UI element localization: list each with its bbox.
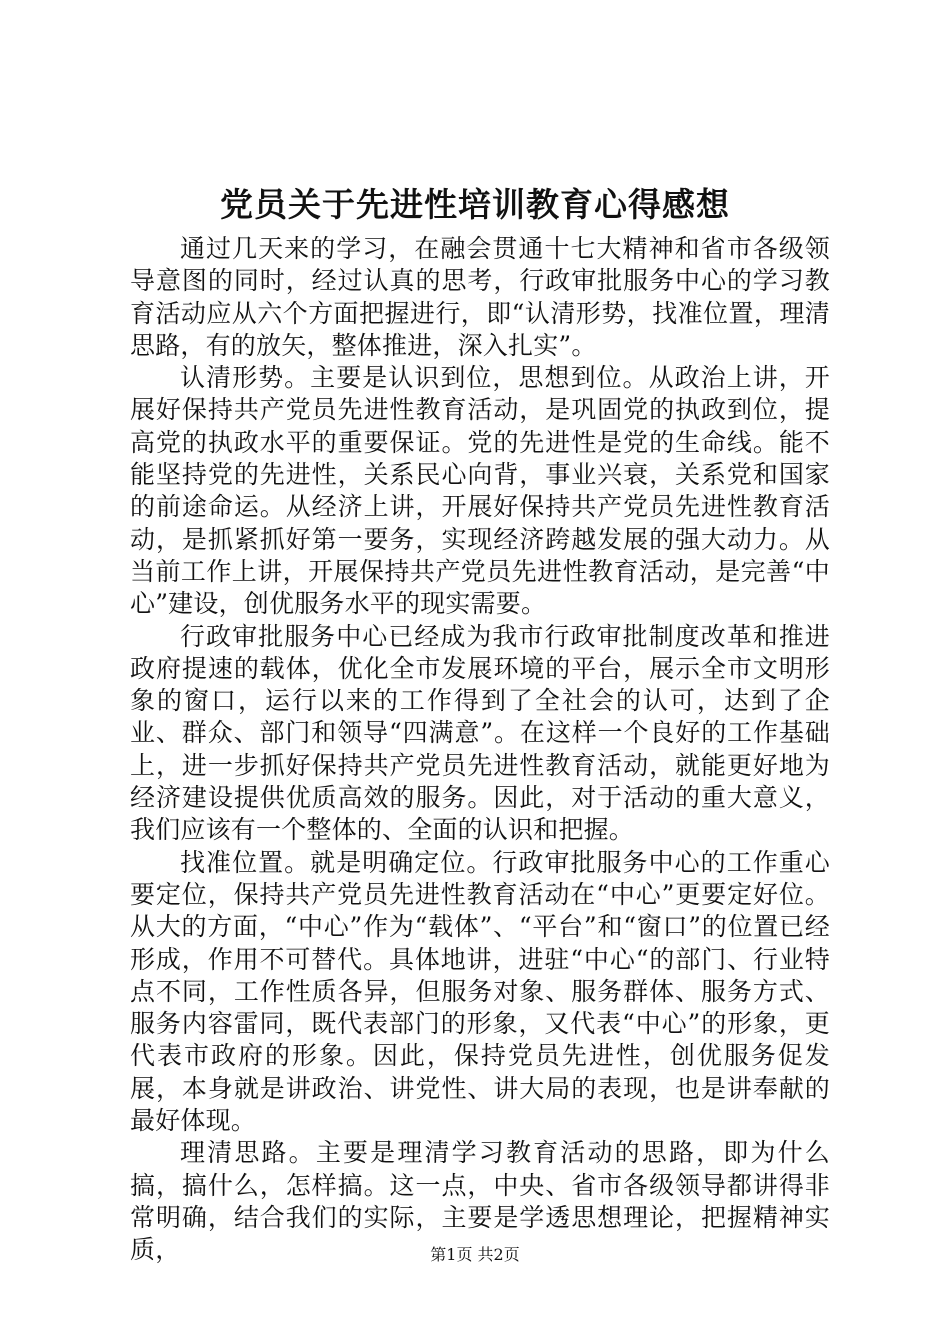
paragraph-position: 找准位置。就是明确定位。行政审批服务中心的工作重心要定位，保持共产党员先进性教育活动在“中心”更要定好位。从大的方面，“中心”作为“载体”、“平台”和“窗口”的位置已经形成，作用不可替代。具体地讲，进驻“中心“的部门、行业特点不同，工作性质各异，但服务对象、服务群体、服务方式、服务内容雷同，既代表部门的形象，又代表“中心”的形象，更代表市政府的形象。因此，保持党员先进性，创优服务促发展，本身就是讲政治、讲党性、讲大局的表现，也是讲奉献的最好体现。 <box>130 847 830 1136</box>
paragraph-approach: 理清思路。主要是理清学习教育活动的思路，即为什么搞，搞什么，怎样搞。这一点，中央、省市各级领导都讲得非常明确，结合我们的实际，主要是学透思想理论，把握精神实质， <box>130 1138 830 1265</box>
paragraph-intro: 通过几天来的学习，在融会贯通十七大精神和省市各级领导意图的同时，经过认真的思考，行政审批服务中心的学习教育活动应从六个方面把握进行，即“认清形势，找准位置，理清思路，有的放矢，整体推进，深入扎实”。 <box>130 234 830 360</box>
page-number-footer: 第1页 共2页 <box>430 1245 520 1264</box>
document-body <box>130 233 830 1267</box>
paragraph-service-center: 行政审批服务中心已经成为我市行政审批制度改革和推进政府提速的载体，优化全市发展环境的平台，展示全市文明形象的窗口，运行以来的工作得到了全社会的认可，达到了企业、群众、部门和领导“四满意”。在这样一个良好的工作基础上，进一步抓好保持共产党员先进性教育活动，就能更好地为经济建设提供优质高效的服务。因此，对于活动的重大意义，我们应该有一个整体的、全面的认识和把握。 <box>130 621 830 845</box>
document-title: 党员关于先进性培训教育心得感想 <box>220 185 730 224</box>
paragraph-situation: 认清形势。主要是认识到位，思想到位。从政治上讲，开展好保持共产党员先进性教育活动，是巩固党的执政到位，提高党的执政水平的重要保证。党的先进性是党的生命线。能不能坚持党的先进性，关系民心向背，事业兴衰，关系党和国家的前途命运。从经济上讲，开展好保持共产党员先进性教育活动，是抓紧抓好第一要务，实现经济跨越发展的强大动力。从当前工作上讲，开展保持共产党员先进性教育活动，是完善“中心”建设，创优服务水平的现实需要。 <box>130 363 830 619</box>
